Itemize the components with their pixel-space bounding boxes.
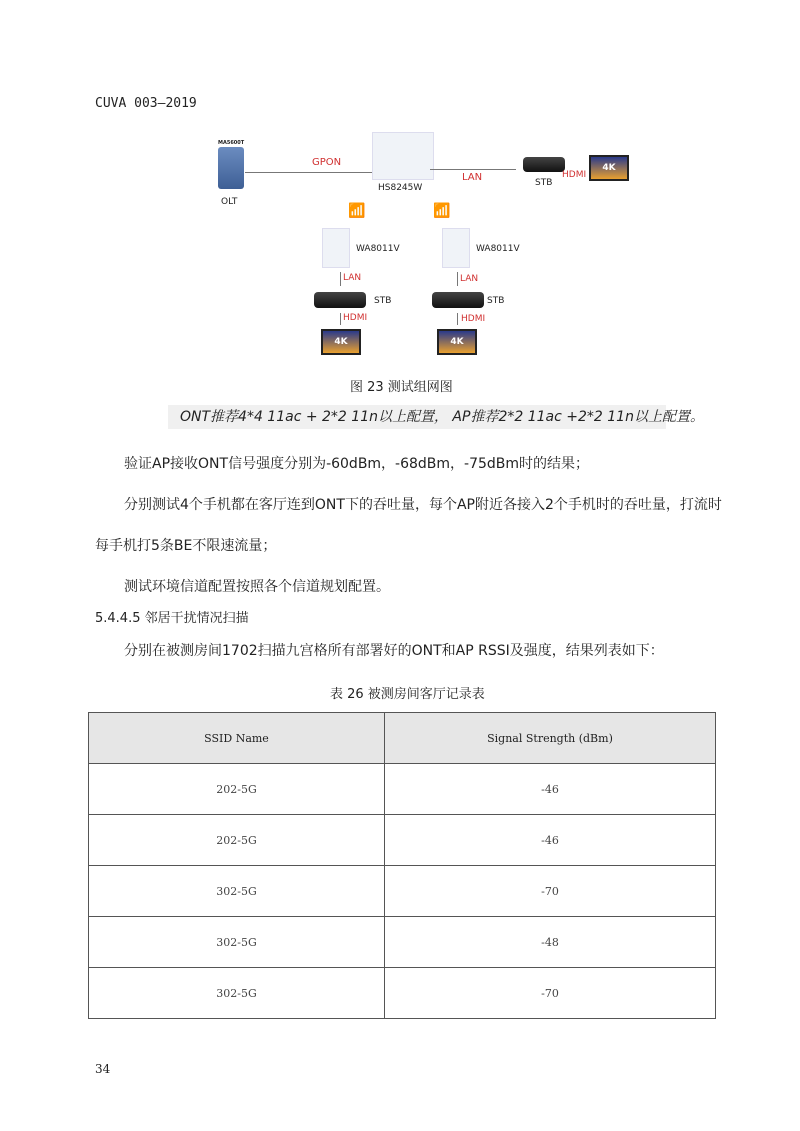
lan-label: LAN: [462, 172, 483, 183]
table-row: [89, 815, 716, 866]
hdmi-label: HDMI: [461, 314, 486, 324]
signal-table: [88, 712, 716, 1019]
olt-device-icon: [218, 147, 244, 189]
signal-cell: -46: [385, 815, 716, 866]
figure-caption: 图 23 测试组网图: [350, 380, 453, 395]
tv-4k-icon: 4K: [589, 155, 629, 181]
ssid-cell: 202-5G: [89, 764, 385, 815]
signal-cell: -48: [385, 917, 716, 968]
lan-label: LAN: [460, 274, 479, 284]
stb-label: STB: [535, 178, 553, 188]
hdmi-link: [457, 313, 458, 325]
paragraph: 分别测试4个手机都在客厅连到ONT下的吞吐量，每个AP附近各接入2个手机时的吞吐量，打流时: [124, 497, 722, 513]
ont-label: HS8245W: [378, 183, 423, 193]
page-number: 34: [95, 1062, 111, 1076]
ap-device-icon: [322, 228, 350, 268]
ap-label: WA8011V: [476, 244, 520, 254]
table-row: [89, 917, 716, 968]
lan-label: LAN: [343, 273, 362, 283]
signal-cell: -70: [385, 866, 716, 917]
hdmi-label: HDMI: [343, 313, 368, 323]
gpon-link: [245, 172, 373, 173]
olt-label: OLT: [221, 197, 238, 207]
table-caption: 表 26 被测房间客厅记录表: [330, 687, 485, 702]
table-row: [89, 764, 716, 815]
hdmi-label: HDMI: [562, 170, 587, 180]
wifi-icon: 📶: [348, 203, 366, 219]
tv-4k-icon: 4K: [321, 329, 361, 355]
paragraph: 分别在被测房间1702扫描九宫格所有部署好的ONT和AP RSSI及强度，结果列表如下：: [124, 643, 664, 659]
config-note: ONT推荐4*4 11ac + 2*2 11n以上配置， AP推荐2*2 11ac +2*2 11n以上配置。: [168, 405, 666, 429]
column-header: Signal Strength (dBm): [385, 713, 716, 764]
ssid-cell: 302-5G: [89, 968, 385, 1019]
paragraph: 每手机打5条BE不限速流量；: [95, 538, 277, 554]
table-row: [89, 968, 716, 1019]
stb-device-icon: [432, 292, 484, 308]
signal-cell: -70: [385, 968, 716, 1019]
lan-link: [340, 272, 341, 286]
lan-link: [457, 272, 458, 286]
table-row: [89, 866, 716, 917]
ont-device-icon: [372, 132, 434, 180]
paragraph: 测试环境信道配置按照各个信道规划配置。: [124, 579, 390, 595]
olt-model-label: MA5600T: [218, 140, 245, 146]
stb-device-icon: [314, 292, 366, 308]
ssid-cell: 302-5G: [89, 917, 385, 968]
hdmi-link: [340, 313, 341, 325]
ap-device-icon: [442, 228, 470, 268]
column-header: SSID Name: [89, 713, 385, 764]
tv-4k-icon: 4K: [437, 329, 477, 355]
document-header: CUVA 003—2019: [95, 96, 197, 111]
signal-cell: -46: [385, 764, 716, 815]
wifi-icon: 📶: [433, 203, 451, 219]
stb-label: STB: [487, 296, 505, 306]
table-header-row: [89, 713, 716, 764]
lan-link: [430, 169, 516, 170]
paragraph: 验证AP接收ONT信号强度分别为-60dBm，-68dBm，-75dBm时的结果；: [124, 456, 590, 472]
ssid-cell: 202-5G: [89, 815, 385, 866]
gpon-label: GPON: [312, 157, 342, 168]
ap-label: WA8011V: [356, 244, 400, 254]
stb-device-icon: [523, 157, 565, 172]
stb-label: STB: [374, 296, 392, 306]
section-heading: 5.4.4.5 邻居干扰情况扫描: [95, 611, 249, 626]
ssid-cell: 302-5G: [89, 866, 385, 917]
